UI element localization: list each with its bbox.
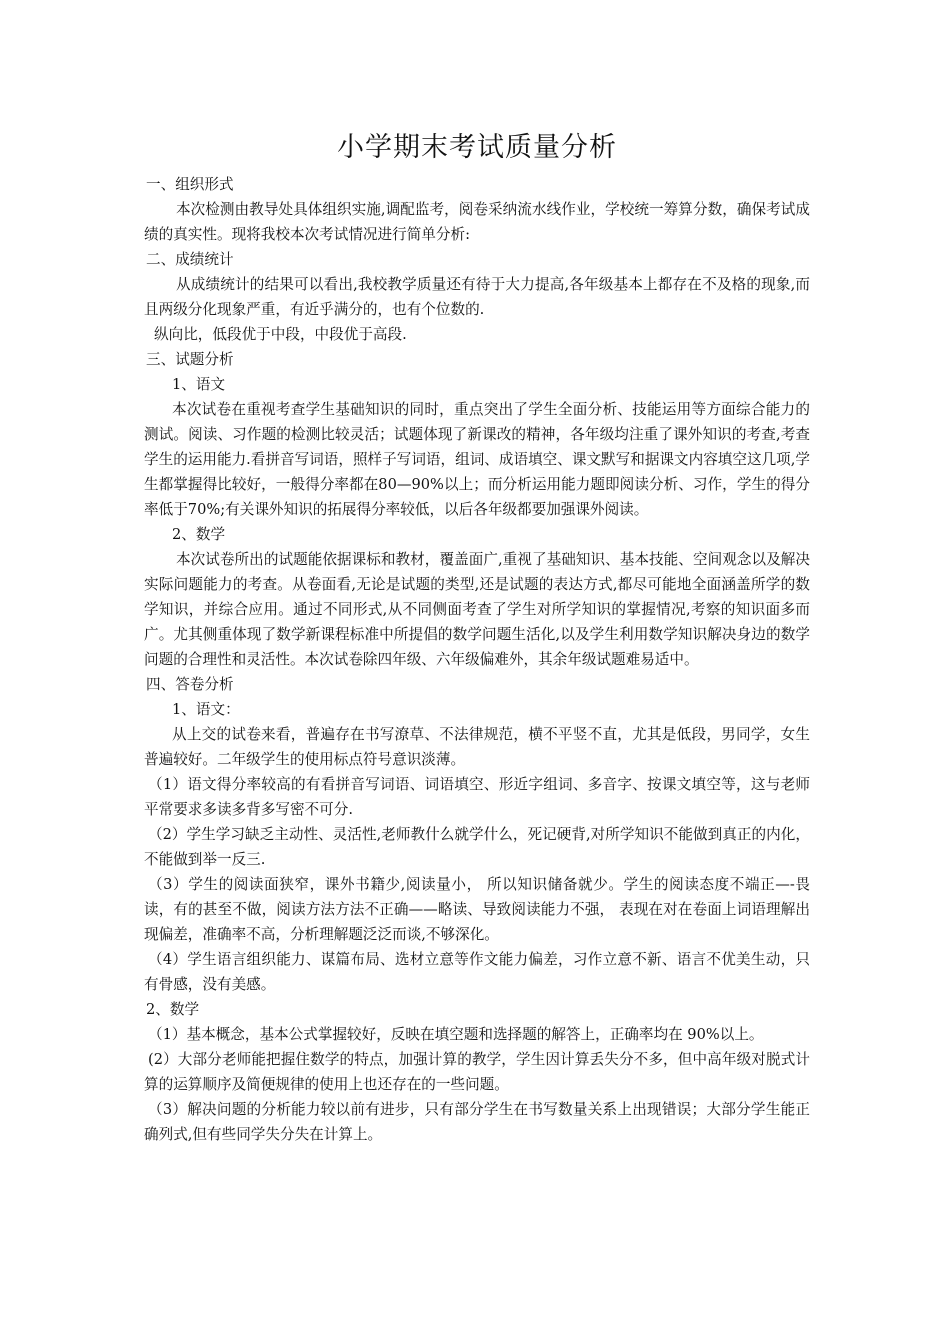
subsection-heading: 2、数学 <box>146 1001 200 1018</box>
list-item: (2）大部分老师能把握住数学的特点，加强计算的教学，学生因计算丢失分不多，但中高年级对脱式计算的运算顺序及简便规律的使用上也还存在的一些问题。 <box>144 1051 810 1093</box>
subsection-heading: 2、数学 <box>172 526 226 543</box>
section-heading: 三、试题分析 <box>146 351 234 368</box>
list-item: （1）语文得分率较高的有看拼音写词语、词语填空、形近字组词、多音字、按课文填空等，这与老师平常要求多读多背多写密不可分. <box>144 776 810 818</box>
paragraph: 从成绩统计的结果可以看出,我校教学质量还有待于大力提高,各年级基本上都存在不及格的现象,而且两级分化现象严重，有近乎满分的，也有个位数的. <box>144 276 810 318</box>
document-page <box>144 128 810 1147</box>
list-item: （4）学生语言组织能力、谋篇布局、选材立意等作文能力偏差，习作立意不新、语言不优美生动，只有骨感，没有美感。 <box>144 951 810 993</box>
paragraph: 从上交的试卷来看，普遍存在书写潦草、不法律规范，横不平竖不直，尤其是低段，男同学，女生普遍较好。二年级学生的使用标点符号意识淡薄。 <box>144 726 810 768</box>
paragraph: 纵向比，低段优于中段，中段优于高段. <box>154 326 407 343</box>
list-item: （1）基本概念，基本公式掌握较好，反映在填空题和选择题的解答上，正确率均在 90%以上。 <box>148 1026 764 1043</box>
list-item: （3）学生的阅读面狭窄，课外书籍少,阅读量小， 所以知识储备就少。学生的阅读态度不端正—-畏读，有的甚至不做，阅读方法方法不正确——略读、导致阅读能力不强， 表现在对在卷面上词语理解出现偏差，准确率不高，分析理解题泛泛而谈,不够深化。 <box>144 876 810 943</box>
paragraph: 本次试卷所出的试题能依据课标和教材，覆盖面广,重视了基础知识、基本技能、空间观念以及解决实际问题能力的考查。从卷面看,无论是试题的类型,还是试题的表达方式,都尽可能地全面涵盖所学的数学知识，并综合应用。通过不同形式,从不同侧面考查了学生对所学知识的掌握情况,考察的知识面多而广。尤其侧重体现了数学新课程标准中所提倡的数学问题生活化,以及学生利用数学知识解决身边的数学问题的合理性和灵活性。本次试卷除四年级、六年级偏难外，其余年级试题难易适中。 <box>144 551 810 668</box>
paragraph: 本次检测由教导处具体组织实施,调配监考，阅卷采纳流水线作业，学校统一筹算分数，确保考试成绩的真实性。现将我校本次考试情况进行简单分析: <box>144 201 810 243</box>
subsection-heading: 1、语文： <box>172 701 240 718</box>
subsection-heading: 1、语文 <box>172 376 226 393</box>
paragraph: 本次试卷在重视考查学生基础知识的同时，重点突出了学生全面分析、技能运用等方面综合能力的测试。阅读、习作题的检测比较灵活；试题体现了新课改的精神，各年级均注重了课外知识的考查,考查学生的运用能力.看拼音写词语，照样子写词语，组词、成语填空、课文默写和据课文内容填空这几项,学生都掌握得比较好，一般得分率都在80—90%以上；而分析运用能力题即阅读分析、习作，学生的得分率低于70%;有关课外知识的拓展得分率较低，以后各年级都要加强课外阅读。 <box>144 401 811 518</box>
list-item: （2）学生学习缺乏主动性、灵活性,老师教什么就学什么，死记硬背,对所学知识不能做到真正的内化，不能做到举一反三. <box>144 826 810 868</box>
section-heading: 二、成绩统计 <box>146 251 234 268</box>
section-heading: 四、答卷分析 <box>146 676 234 693</box>
list-item: （3）解决问题的分析能力较以前有进步，只有部分学生在书写数量关系上出现错误；大部分学生能正确列式,但有些同学失分失在计算上。 <box>144 1101 810 1143</box>
document-title: 小学期末考试质量分析 <box>337 132 617 163</box>
document-body <box>144 172 810 1147</box>
section-heading: 一、组织形式 <box>146 176 234 193</box>
